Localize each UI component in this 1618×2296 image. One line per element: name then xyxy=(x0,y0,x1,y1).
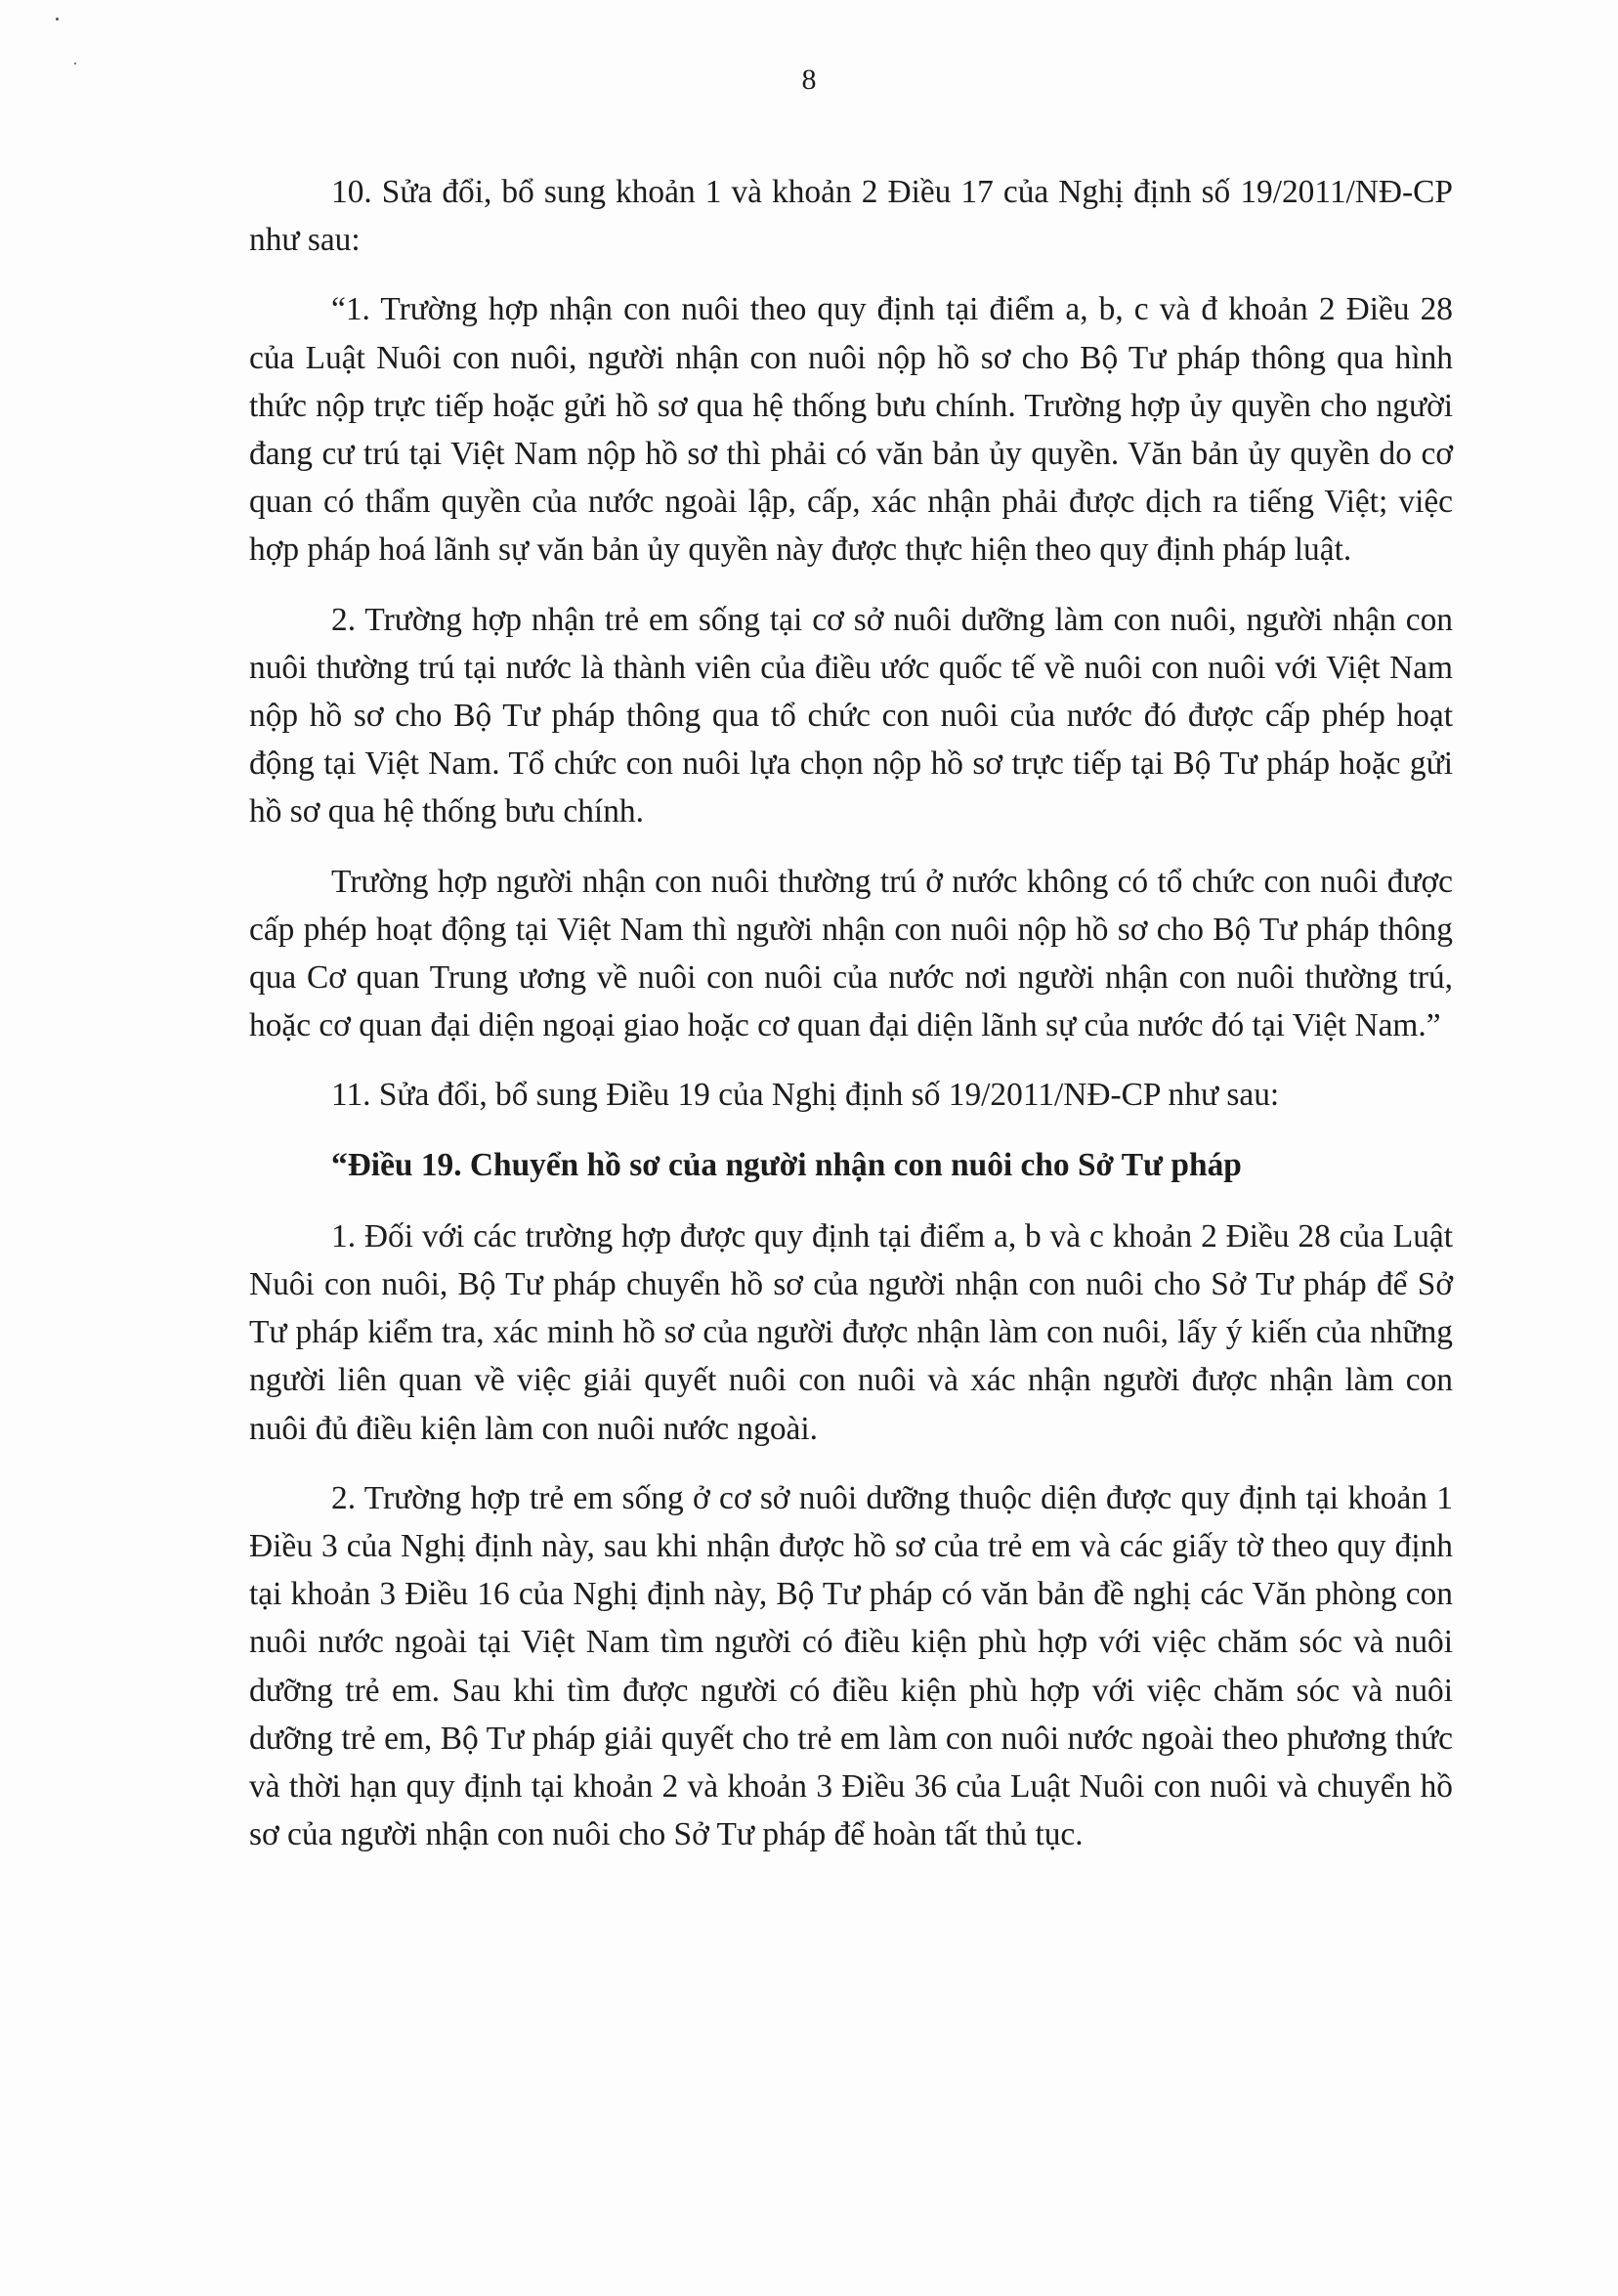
paragraph-amendment-11: 11. Sửa đổi, bổ sung Điều 19 của Nghị định số 19/2011/NĐ-CP như sau: xyxy=(331,1077,1280,1114)
document-body xyxy=(249,168,1453,1881)
article-19-clause-2: 2. Trường hợp trẻ em sống ở cơ sở nuôi dưỡng thuộc diện được quy định tại khoản 1 Điều 3 của Nghị định này, sau khi nhận được hồ sơ của trẻ em và các giấy tờ theo quy định tại khoản 3 Điều 16 của Nghị định này, Bộ Tư pháp có văn bản đề nghị các Văn phòng con nuôi nước ngoài tại Việt Nam tìm người có điều kiện phù hợp với việc chăm sóc và nuôi dưỡng trẻ em. Sau khi tìm được người có điều kiện phù hợp với việc chăm sóc và nuôi dưỡng trẻ em, Bộ Tư pháp giải quyết cho trẻ em làm con nuôi nước ngoài theo phương thức và thời hạn quy định tại khoản 2 và khoản 3 Điều 36 của Luật Nuôi con nuôi và chuyển hồ sơ của người nhận con nuôi cho Sở Tư pháp để hoàn tất thủ tục. xyxy=(249,1479,1453,1853)
scan-speck xyxy=(56,18,59,21)
article-19-heading: “Điều 19. Chuyển hồ sơ của người nhận con nuôi cho Sở Tư pháp xyxy=(331,1146,1242,1183)
paragraph-amendment-10: 10. Sửa đổi, bổ sung khoản 1 và khoản 2 Điều 17 của Nghị định số 19/2011/NĐ-CP như sau: xyxy=(249,174,1453,259)
article-19-clause-1: 1. Đối với các trường hợp được quy định tại điểm a, b và c khoản 2 Điều 28 của Luật Nuôi con nuôi, Bộ Tư pháp chuyển hồ sơ của người nhận con nuôi cho Sở Tư pháp để Sở Tư pháp kiểm tra, xác minh hồ sơ của người được nhận làm con nuôi, lấy ý kiến của những người liên quan về việc giải quyết nuôi con nuôi và xác nhận người được nhận làm con nuôi đủ điều kiện làm con nuôi nước ngoài. xyxy=(249,1217,1453,1447)
paragraph-clause-1: “1. Trường hợp nhận con nuôi theo quy định tại điểm a, b, c và đ khoản 2 Điều 28 của Luật Nuôi con nuôi, người nhận con nuôi nộp hồ sơ cho Bộ Tư pháp thông qua hình thức nộp trực tiếp hoặc gửi hồ sơ qua hệ thống bưu chính. Trường hợp ủy quyền cho người đang cư trú tại Việt Nam nộp hồ sơ thì phải có văn bản ủy quyền. Văn bản ủy quyền do cơ quan có thẩm quyền của nước ngoài lập, cấp, xác nhận phải được dịch ra tiếng Việt; việc hợp pháp hoá lãnh sự văn bản ủy quyền này được thực hiện theo quy định pháp luật. xyxy=(249,291,1453,569)
paragraph-clause-2-continued: Trường hợp người nhận con nuôi thường trú ở nước không có tổ chức con nuôi được cấp phép hoạt động tại Việt Nam thì người nhận con nuôi nộp hồ sơ cho Bộ Tư pháp thông qua Cơ quan Trung ương về nuôi con nuôi của nước nơi người nhận con nuôi thường trú, hoặc cơ quan đại diện ngoại giao hoặc cơ quan đại diện lãnh sự của nước đó tại Việt Nam.” xyxy=(249,863,1453,1044)
page-number: 8 xyxy=(801,64,817,96)
paragraph-clause-2: 2. Trường hợp nhận trẻ em sống tại cơ sở nuôi dưỡng làm con nuôi, người nhận con nuôi thường trú tại nước là thành viên của điều ước quốc tế về nuôi con nuôi với Việt Nam nộp hồ sơ cho Bộ Tư pháp thông qua tổ chức con nuôi của nước đó được cấp phép hoạt động tại Việt Nam. Tổ chức con nuôi lựa chọn nộp hồ sơ trực tiếp tại Bộ Tư pháp hoặc gửi hồ sơ qua hệ thống bưu chính. xyxy=(249,601,1453,830)
